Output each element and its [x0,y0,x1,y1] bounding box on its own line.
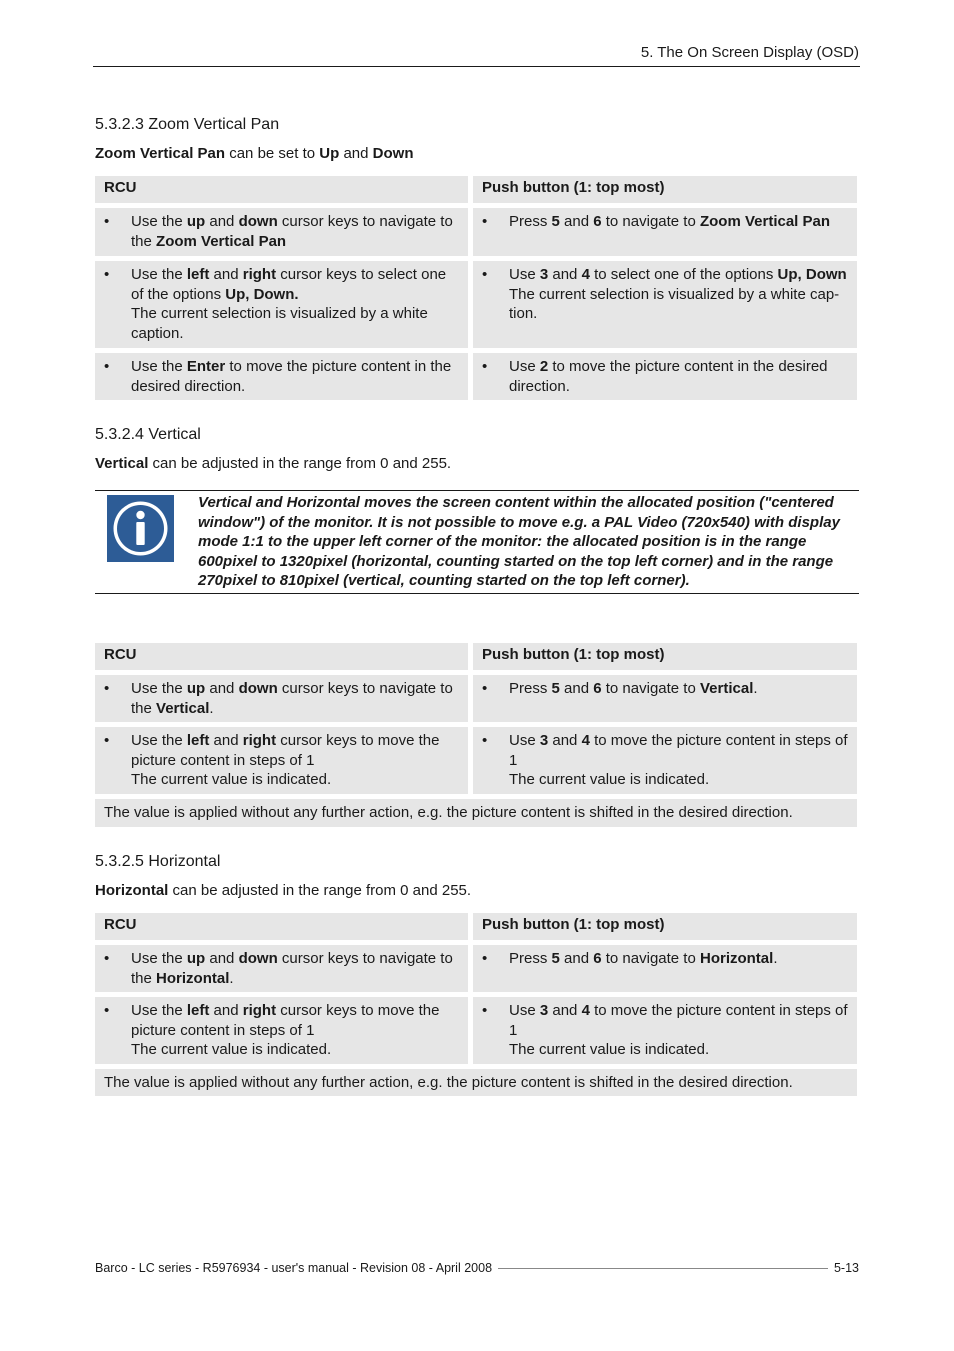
footer-document-info: Barco - LC series - R5976934 - user's manual - Revision 08 - April 2008 [95,1261,493,1275]
section-heading-vertical: 5.3.2.4 Vertical [95,426,201,443]
table-header-rcu: RCU [95,913,468,940]
info-icon [107,495,174,562]
table-row: • Use the left and right cursor keys to select one of the options Up, Down. The current selection is visualized by a white caption. • Use 3 and 4 to select one of the options Up, Down The current selection is visualized by a white cap-tion. [95,261,857,348]
section-heading-zoom-vertical-pan: 5.3.2.3 Zoom Vertical Pan [95,116,280,133]
table-header-push-button: Push button (1: top most) [473,176,857,203]
table-row: • Use the Enter to move the picture content in the desired direction. • Use 2 to move the picture content in the desired direction. [95,353,857,400]
table-footer-note: The value is applied without any further action, e.g. the picture content is shifted in the desired direction. [95,1069,857,1096]
table-header-rcu: RCU [95,643,468,670]
header-rule [93,66,860,67]
intro-horizontal: Horizontal can be adjusted in the range from 0 and 255. [95,882,472,899]
table-footer-note: The value is applied without any further action, e.g. the picture content is shifted in the desired direction. [95,799,857,827]
page-footer [95,1261,859,1275]
intro-zoom-vertical-pan: Zoom Vertical Pan can be set to Up and Down [95,145,414,162]
note-text: Vertical and Horizontal moves the screen content within the allocated position ("centered window") of the monitor. It is not possible to move e.g. a PAL Video (720x540) with display mode 1:1 to the upper left corner of the monitor: the allocated position is in the range 600pixel to 1320pixel (horizontal, counting started on the top left corner) and in the range 270pixel to 810pixel (vertical, counting started on the top left corner). [198,494,840,589]
page-number: 5-13 [833,1261,859,1275]
info-note [95,490,859,594]
zoom-vertical-pan-table [95,176,857,405]
table-row: • Use the up and down cursor keys to navigate to the Horizontal. • Press 5 and 6 to navigate to Horizontal. [95,945,857,992]
table-row: • Use the left and right cursor keys to move the picture content in steps of 1 The current value is indicated. • Use 3 and 4 to move the picture content in steps of 1 The current value is indicated. [95,727,857,794]
table-row: • Use the left and right cursor keys to move the picture content in steps of 1 The current value is indicated. • Use 3 and 4 to move the picture content in steps of 1 The current value is indicated. [95,997,857,1064]
table-row: • Use the up and down cursor keys to navigate to the Zoom Vertical Pan • Press 5 and 6 to navigate to Zoom Vertical Pan [95,208,857,256]
horizontal-table [95,913,857,1101]
running-header: 5. The On Screen Display (OSD) [640,44,859,61]
table-header-rcu: RCU [95,176,468,203]
section-heading-horizontal: 5.3.2.5 Horizontal [95,853,221,870]
vertical-table [95,643,857,832]
table-header-push-button: Push button (1: top most) [473,643,857,670]
table-row: • Use the up and down cursor keys to navigate to the Vertical. • Press 5 and 6 to navigate to Vertical. [95,675,857,722]
table-header-push-button: Push button (1: top most) [473,913,857,940]
footer-rule [498,1268,828,1269]
intro-vertical: Vertical can be adjusted in the range from 0 and 255. [95,455,452,472]
